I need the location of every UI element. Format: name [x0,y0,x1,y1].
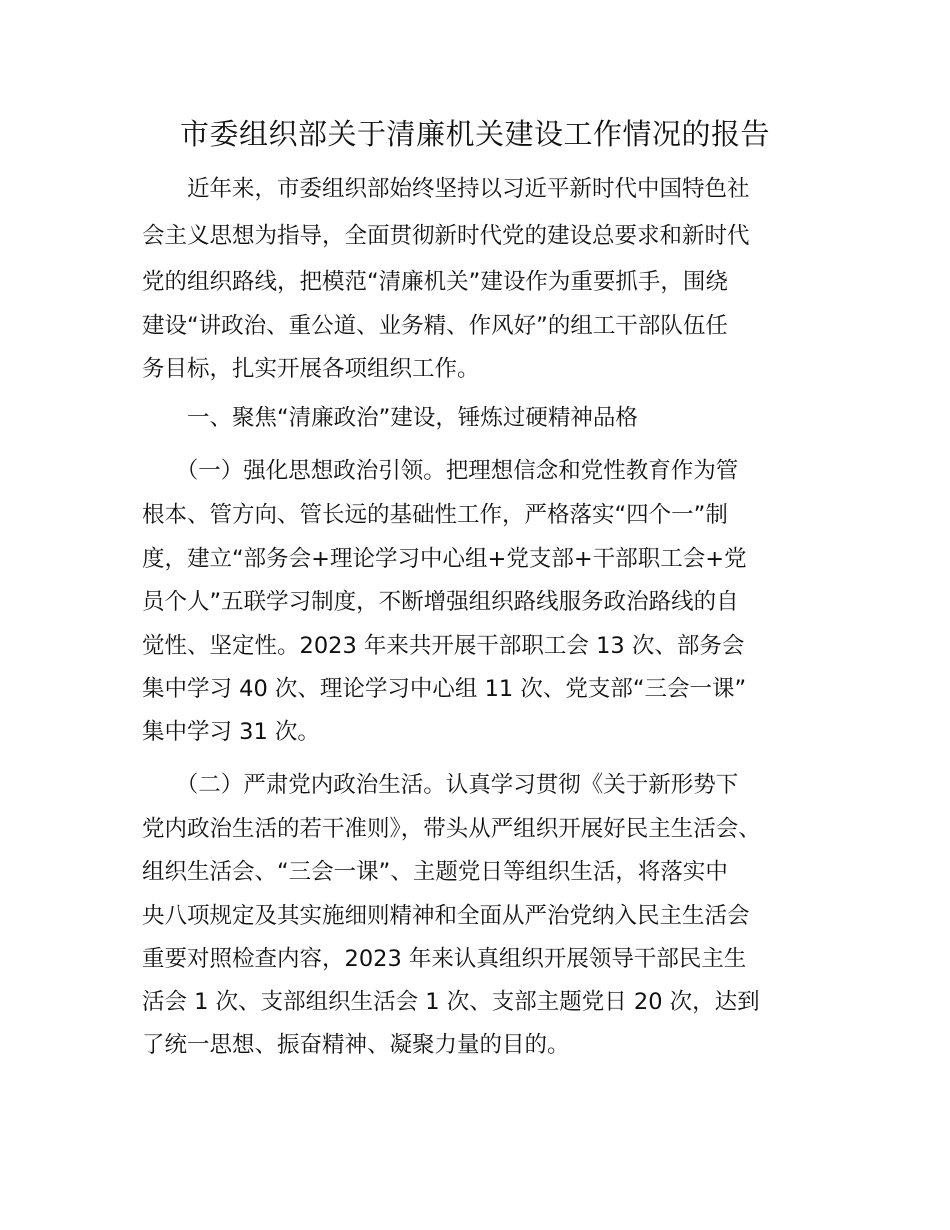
paragraph-line: 活会 1 次、支部组织生活会 1 次、支部主题党日 20 次，达到 [142,989,760,1015]
paragraph-line: 度，建立“部务会+理论学习中心组+党支部+干部职工会+党 [142,546,747,572]
paragraph-line: 党的组织路线，把模范“清廉机关”建设作为重要抓手，围绕 [142,269,728,295]
paragraph-line: 集中学习 40 次、理论学习中心组 11 次、党支部“三会一课” [142,676,747,702]
paragraph-line: 集中学习 31 次。 [142,719,320,745]
paragraph-line: 员个人”五联学习制度，不断增强组织路线服务政治路线的自 [142,589,739,615]
paragraph-line: 近年来，市委组织部始终坚持以习近平新时代中国特色社 [142,176,750,202]
paragraph-line: 觉性、坚定性。2023 年来共开展干部职工会 13 次、部务会 [142,633,745,659]
paragraph-line: 央八项规定及其实施细则精神和全面从严治党纳入民主生活会 [142,903,750,929]
document-title: 市委组织部关于清廉机关建设工作情况的报告 [179,117,770,151]
paragraph-line: 了统一思想、振奋精神、凝聚力量的目的。 [142,1032,570,1058]
paragraph-line: 建设“讲政治、重公道、业务精、作风好”的组工干部队伍任 [142,313,728,339]
section-heading: 一、聚焦“清廉政治”建设，锤炼过硬精神品格 [142,405,638,431]
paragraph-line: （一）强化思想政治引领。把理想信念和党性教育作为管 [142,458,739,484]
paragraph-line: （二）严肃党内政治生活。认真学习贯彻《关于新形势下 [142,772,739,798]
paragraph-line: 根本、管方向、管长远的基础性工作，严格落实“四个一”制 [142,502,728,528]
paragraph-line: 会主义思想为指导，全面贯彻新时代党的建设总要求和新时代 [142,223,750,249]
paragraph-line: 务目标，扎实开展各项组织工作。 [142,356,480,382]
paragraph-line: 重要对照检查内容，2023 年来认真组织开展领导干部民主生 [142,946,747,972]
paragraph-line: 党内政治生活的若干准则》，带头从严组织开展好民主生活会、 [142,816,761,842]
paragraph-line: 组织生活会、“三会一课”、主题党日等组织生活，将落实中 [142,859,728,885]
